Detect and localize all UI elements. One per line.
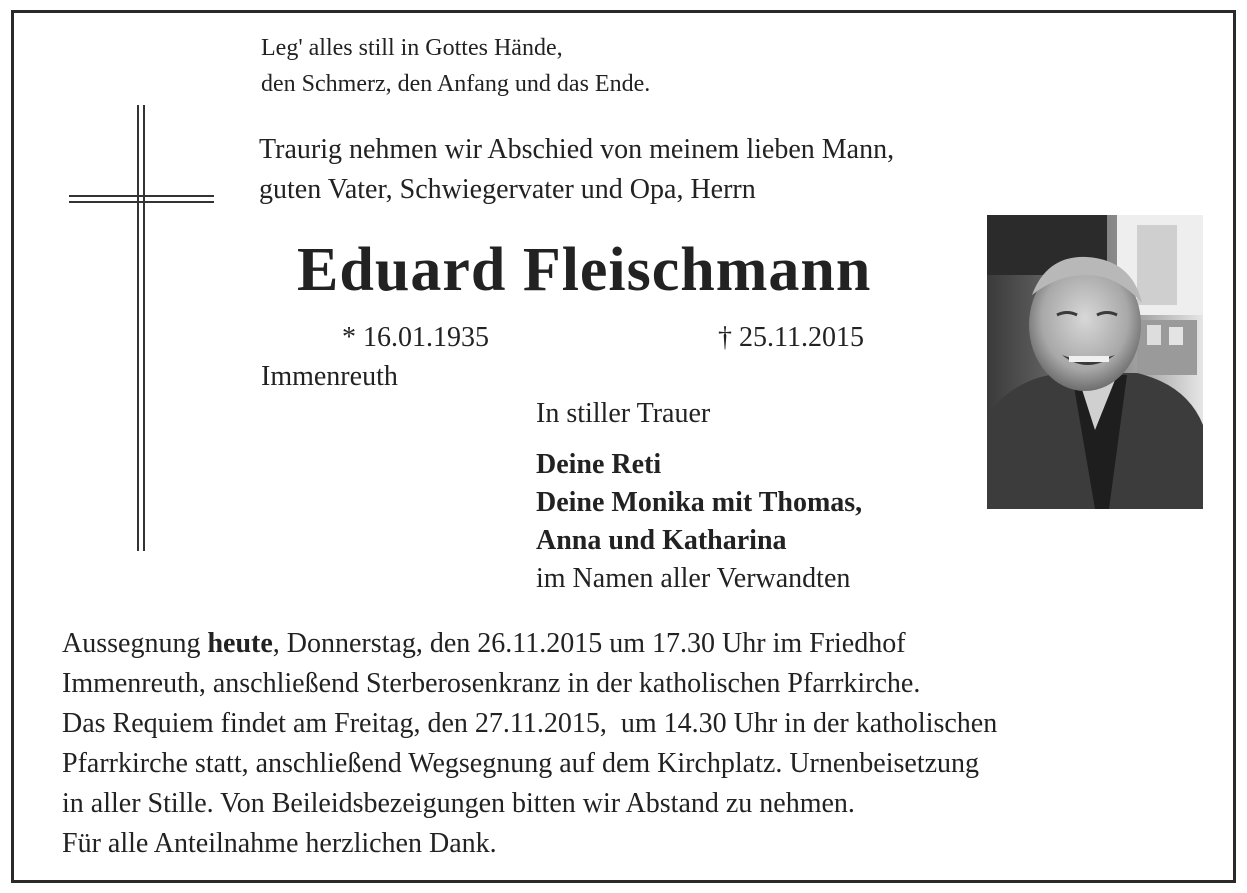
portrait-photo: [987, 215, 1203, 509]
mourners-closing: im Namen aller Verwandten: [536, 563, 851, 594]
intro-line-2: guten Vater, Schwiegervater und Opa, Herrn: [259, 174, 756, 205]
announcement-prefix: Aussegnung: [62, 628, 208, 659]
mourner-line-3: Anna und Katharina: [536, 525, 787, 556]
announcement-text: [62, 624, 997, 864]
mourners-list: [536, 446, 862, 598]
intro-line-1: Traurig nehmen wir Abschied von meinem lieben Mann,: [259, 134, 895, 165]
verse: [261, 30, 650, 102]
mourner-line-1: Deine Reti: [536, 449, 662, 480]
announcement-emphasis: heute: [207, 628, 273, 659]
intro-text: [259, 130, 894, 210]
mourner-line-2: Deine Monika mit Thomas,: [536, 487, 863, 518]
announcement-line-3: Das Requiem findet am Freitag, den 27.11.2015, um 14.30 Uhr in der katholischen: [62, 708, 998, 739]
announcement-suffix: , Donnerstag, den 26.11.2015 um 17.30 Uhr im Friedhof: [272, 628, 906, 659]
death-date: † 25.11.2015: [718, 322, 864, 353]
announcement-line-5: in aller Stille. Von Beileidsbezeigungen bitten wir Abstand zu nehmen.: [62, 788, 855, 819]
birth-date: * 16.01.1935: [342, 322, 489, 353]
mourning-heading: In stiller Trauer: [536, 398, 711, 429]
announcement-line-6: Für alle Anteilnahme herzlichen Dank.: [62, 828, 497, 859]
announcement-line-4: Pfarrkirche statt, anschließend Wegsegnung auf dem Kirchplatz. Urnenbeisetzung: [62, 748, 980, 779]
announcement-line-2: Immenreuth, anschließend Sterberosenkranz in der katholischen Pfarrkirche.: [62, 668, 921, 699]
verse-line-2: den Schmerz, den Anfang und das Ende.: [261, 71, 651, 97]
deceased-name: Eduard Fleischmann: [297, 236, 872, 304]
announcement-line-1: [62, 624, 997, 664]
verse-line-1: Leg' alles still in Gottes Hände,: [261, 35, 563, 61]
home-town: Immenreuth: [261, 361, 398, 392]
